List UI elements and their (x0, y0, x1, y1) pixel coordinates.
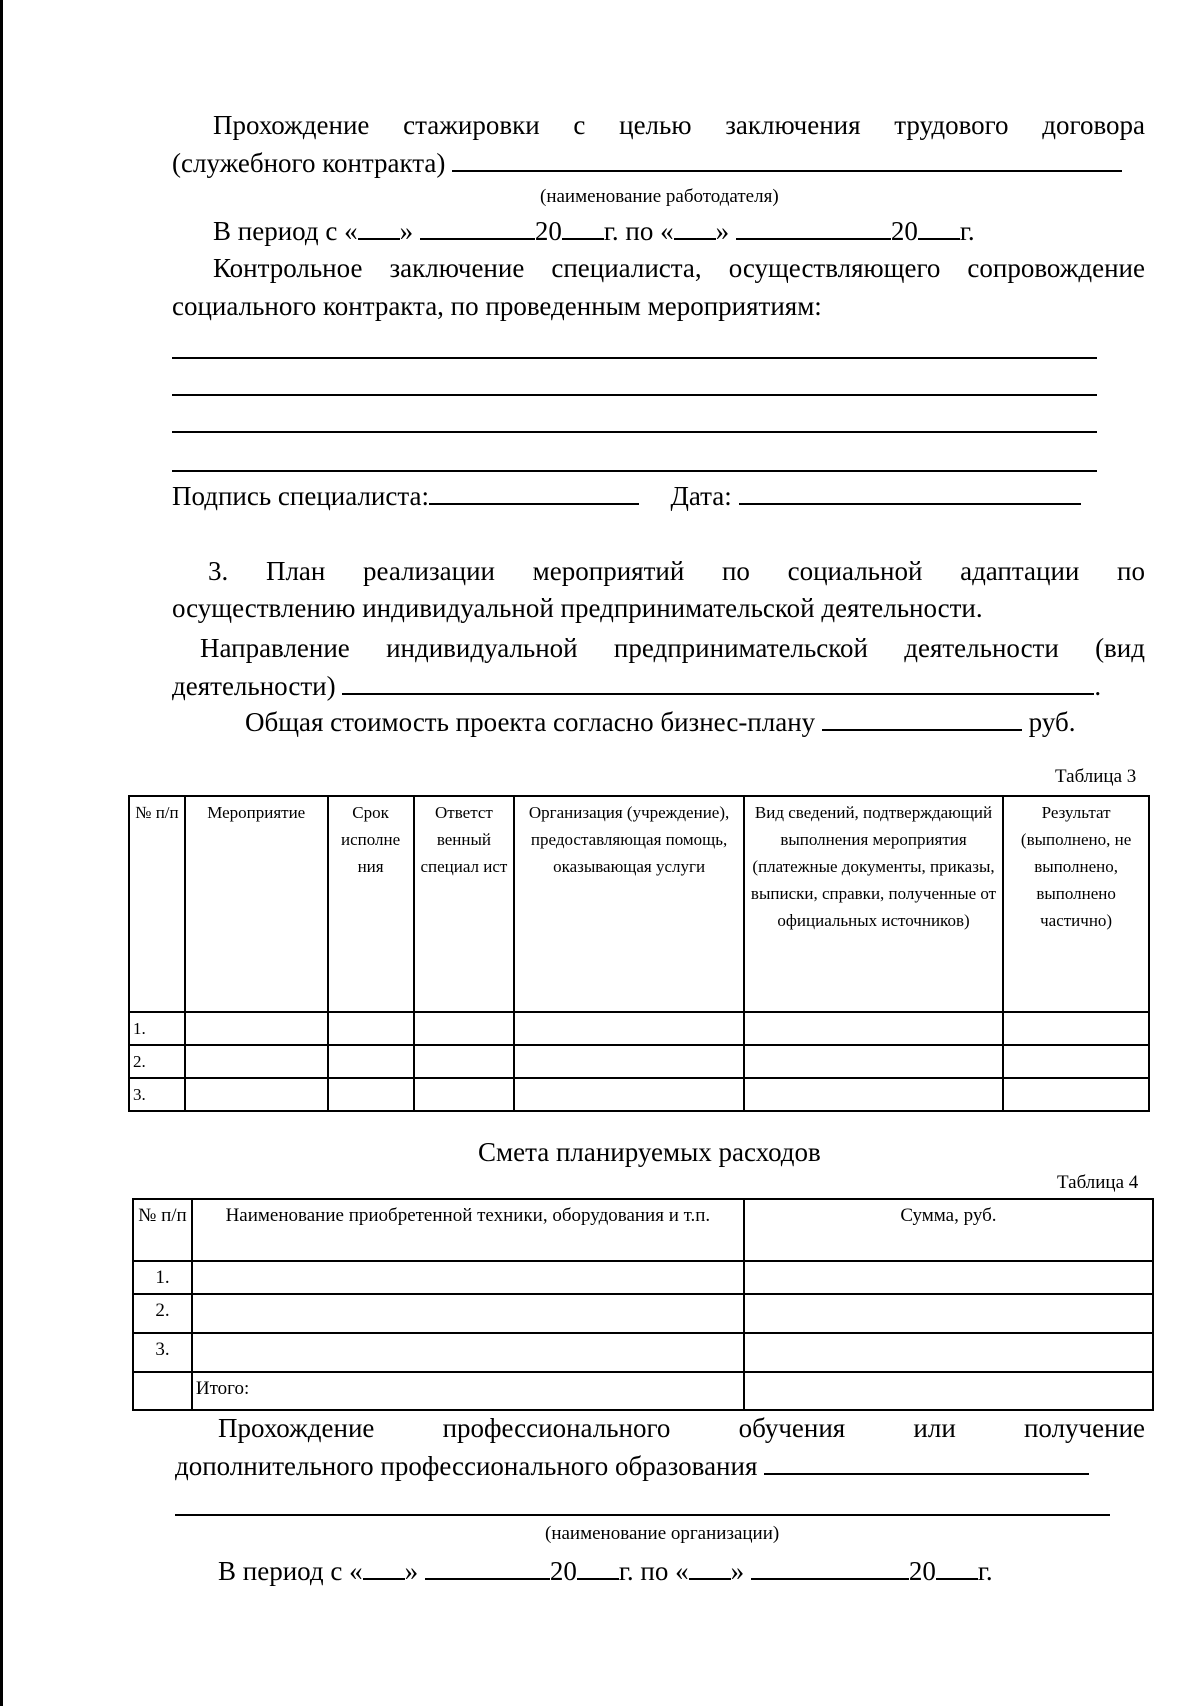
table3-cell[interactable] (328, 1012, 414, 1045)
table3-cell[interactable] (744, 1012, 1003, 1045)
period-to-label: г. по « (603, 216, 674, 246)
table4-cell (133, 1372, 192, 1410)
training-line1: Прохождение профессионального обучения или получение (218, 1413, 1145, 1443)
training-period (218, 1553, 993, 1589)
signature-field[interactable] (429, 481, 639, 505)
table4-row-number: 1. (133, 1261, 192, 1294)
table3-cell[interactable] (414, 1045, 515, 1078)
section3-heading-line1: 3. План реализации мероприятий по социальной адаптации по (208, 556, 1145, 586)
cost-unit: руб. (1028, 707, 1076, 737)
table3-header-row (129, 796, 1149, 1012)
table3-header-evidence: Вид сведений, подтверждающий выполнения мероприятия (платежные документы, приказы, выписки, справки, полученные от официальных источников) (744, 796, 1003, 1012)
period-quote: » (404, 1556, 419, 1586)
direction-end: . (1094, 671, 1102, 701)
internship-line2 (172, 145, 1122, 181)
training-to-day-field[interactable] (689, 1556, 731, 1580)
date-field[interactable] (739, 481, 1081, 505)
period-quote: » (399, 216, 414, 246)
period-quote-2: » (730, 1556, 745, 1586)
table3-cell[interactable] (744, 1078, 1003, 1111)
table3-cell[interactable] (185, 1012, 328, 1045)
period-to-month-field[interactable] (736, 216, 891, 240)
table-row (129, 1078, 1149, 1111)
period-to-year-field[interactable] (918, 216, 960, 240)
table3-cell[interactable] (414, 1012, 515, 1045)
cost-field[interactable] (822, 707, 1022, 731)
table4-cell[interactable] (192, 1333, 744, 1372)
conclusion-field-line-1[interactable] (172, 357, 1097, 359)
table-row (133, 1294, 1153, 1333)
period-to-day-field[interactable] (674, 216, 716, 240)
table4-cell[interactable] (192, 1294, 744, 1333)
table3-cell[interactable] (328, 1078, 414, 1111)
table3-cell[interactable] (514, 1078, 744, 1111)
table4-cell[interactable] (744, 1294, 1153, 1333)
cost-row (245, 704, 1075, 740)
table3-row-number: 1. (129, 1012, 185, 1045)
table3-header-deadline: Срок исполне ния (328, 796, 414, 1012)
table4-row-number: 2. (133, 1294, 192, 1333)
table3-cell[interactable] (514, 1012, 744, 1045)
period-from-year-field[interactable] (562, 216, 604, 240)
conclusion-field-line-3[interactable] (172, 431, 1097, 433)
organization-field-line[interactable] (175, 1514, 1110, 1516)
conclusion-field-line-4[interactable] (172, 470, 1097, 472)
table3-header-organization: Организация (учреждение), предоставляющая помощь, оказывающая услуги (514, 796, 744, 1012)
activity-type-field[interactable] (342, 671, 1094, 695)
table3-header-number: № п/п (129, 796, 185, 1012)
table3-header-responsible: Ответст венный специал ист (414, 796, 515, 1012)
training-from-day-field[interactable] (363, 1556, 405, 1580)
employer-caption: (наименование работодателя) (540, 186, 779, 207)
table3-cell[interactable] (744, 1045, 1003, 1078)
table3-header-result: Результат (выполнено, не выполнено, выполнено частично) (1003, 796, 1149, 1012)
training-label: дополнительного профессионального образования (175, 1451, 758, 1481)
table4-total-sum[interactable] (744, 1372, 1153, 1410)
table4-caption: Таблица 4 (1057, 1172, 1139, 1193)
table3-header-event: Мероприятие (185, 796, 328, 1012)
direction-line1: Направление индивидуальной предпринимательской деятельности (вид (200, 633, 1145, 663)
table3-cell[interactable] (1003, 1078, 1149, 1111)
page-edge (0, 0, 3, 1706)
table3-caption: Таблица 3 (1055, 766, 1137, 787)
table4-total-label: Итого: (192, 1372, 744, 1410)
direction-label: деятельности) (172, 671, 336, 701)
period-to-label: г. по « (618, 1556, 689, 1586)
table4-cell[interactable] (744, 1333, 1153, 1372)
table3-row-number: 2. (129, 1045, 185, 1078)
table3-cell[interactable] (1003, 1045, 1149, 1078)
employer-field[interactable] (452, 148, 1122, 172)
cost-label: Общая стоимость проекта согласно бизнес-плану (245, 707, 816, 737)
period-year-suffix: г. (959, 216, 975, 246)
period-from-label: В период с « (213, 216, 358, 246)
table3-cell[interactable] (514, 1045, 744, 1078)
section3-heading-line2: осуществлению индивидуальной предпринимательской деятельности. (172, 593, 983, 623)
training-to-month-field[interactable] (751, 1556, 909, 1580)
conclusion-line1: Контрольное заключение специалиста, осуществляющего сопровождение (213, 253, 1145, 283)
training-to-year-field[interactable] (936, 1556, 978, 1580)
table4-header-name: Наименование приобретенной техники, оборудования и т.п. (192, 1199, 744, 1261)
table-row (133, 1261, 1153, 1294)
table-row (129, 1012, 1149, 1045)
training-from-month-field[interactable] (425, 1556, 550, 1580)
table3-cell[interactable] (328, 1045, 414, 1078)
period-from-month-field[interactable] (420, 216, 535, 240)
table4 (132, 1198, 1154, 1411)
table3 (128, 795, 1150, 1112)
period-year-prefix: 20 (534, 216, 562, 246)
period-year-prefix-2: 20 (890, 216, 918, 246)
table4-row-number: 3. (133, 1333, 192, 1372)
training-field[interactable] (764, 1451, 1089, 1475)
table4-cell[interactable] (192, 1261, 744, 1294)
table4-header-row (133, 1199, 1153, 1261)
direction-line2 (172, 668, 1101, 704)
table3-cell[interactable] (185, 1045, 328, 1078)
table4-total-row (133, 1372, 1153, 1410)
period-year-suffix: г. (977, 1556, 993, 1586)
training-from-year-field[interactable] (577, 1556, 619, 1580)
table4-header-number: № п/п (133, 1199, 192, 1261)
date-label: Дата: (670, 481, 732, 511)
period-from-day-field[interactable] (358, 216, 400, 240)
table-row (129, 1045, 1149, 1078)
period-quote-2: » (715, 216, 730, 246)
table3-row-number: 3. (129, 1078, 185, 1111)
organization-caption: (наименование организации) (545, 1523, 780, 1544)
table3-cell[interactable] (1003, 1012, 1149, 1045)
internship-line1: Прохождение стажировки с целью заключения трудового договора (213, 110, 1145, 140)
estimate-title: Смета планируемых расходов (478, 1137, 821, 1167)
conclusion-field-line-2[interactable] (172, 394, 1097, 396)
period-from-label: В период с « (218, 1556, 363, 1586)
table4-header-sum: Сумма, руб. (744, 1199, 1153, 1261)
signature-row (172, 478, 1081, 514)
table3-cell[interactable] (414, 1078, 515, 1111)
training-line2 (175, 1448, 1089, 1484)
period-year-prefix-2: 20 (908, 1556, 936, 1586)
internship-period (213, 213, 975, 249)
conclusion-line2: социального контракта, по проведенным мероприятиям: (172, 291, 822, 321)
period-year-prefix: 20 (549, 1556, 577, 1586)
signature-label: Подпись специалиста: (172, 481, 429, 511)
contract-label: (служебного контракта) (172, 148, 446, 178)
table3-cell[interactable] (185, 1078, 328, 1111)
table-row (133, 1333, 1153, 1372)
table4-cell[interactable] (744, 1261, 1153, 1294)
